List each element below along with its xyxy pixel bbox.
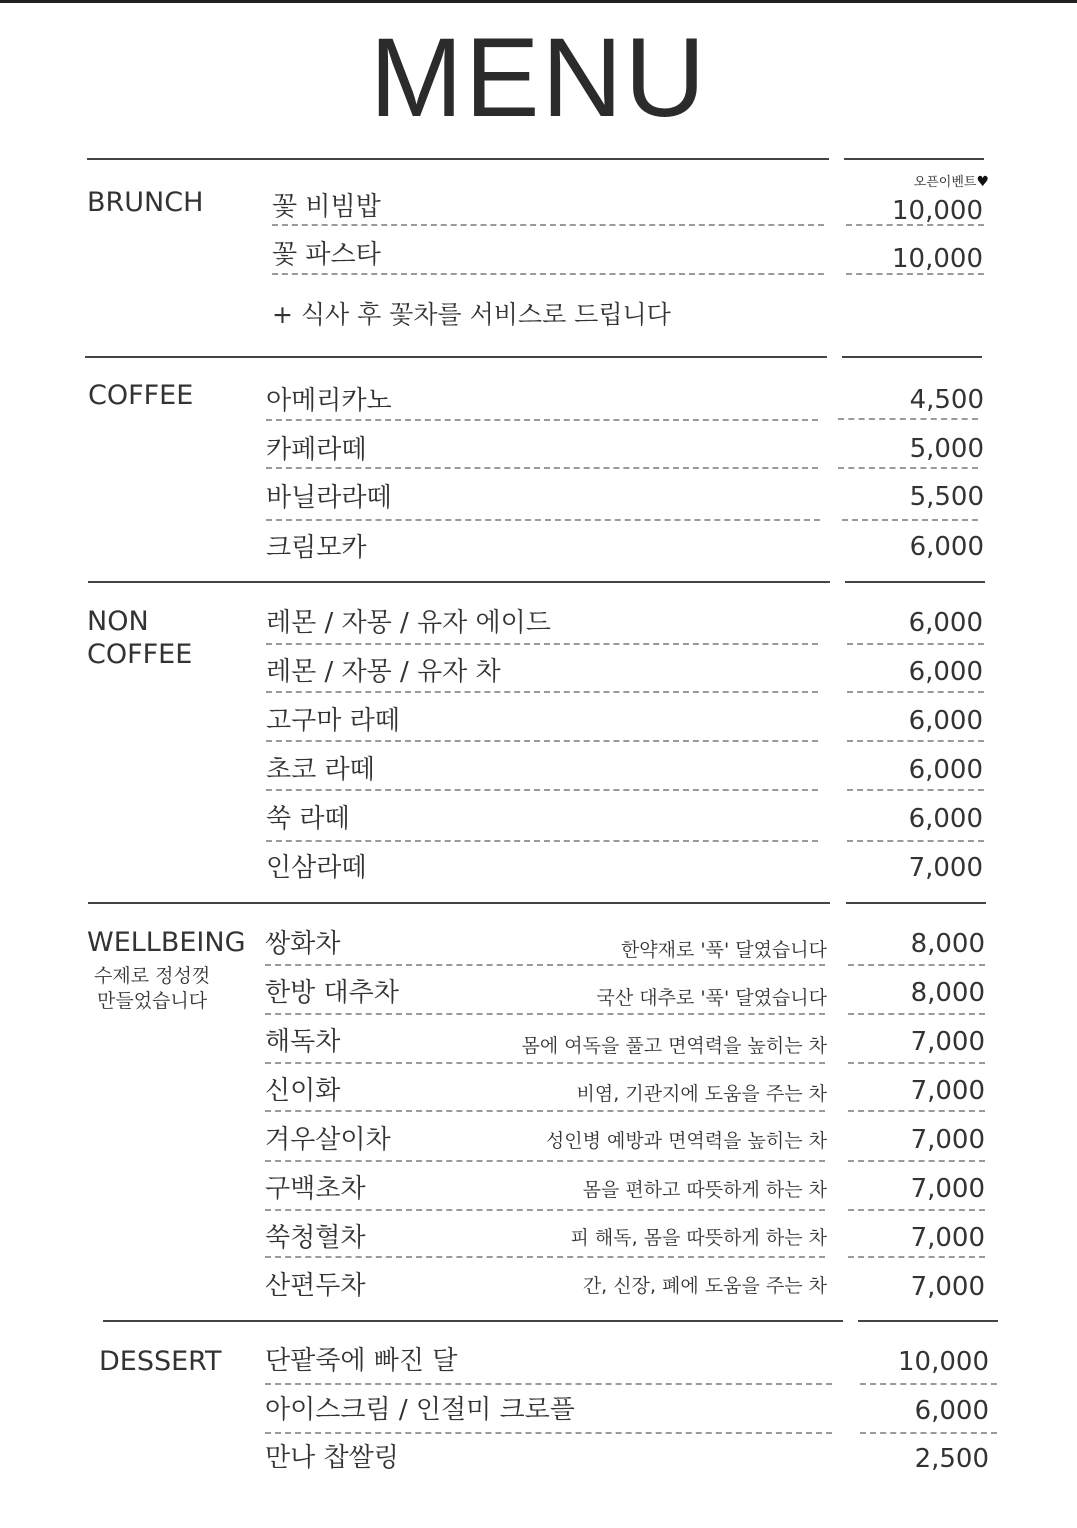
menu-item-name: 아이스크림 / 인절미 크로플 — [265, 1395, 575, 1425]
top-border — [0, 0, 1077, 3]
category-coffee: COFFEE — [88, 380, 194, 411]
menu-item-name: 초코 라떼 — [266, 755, 375, 785]
price-divider — [842, 356, 982, 358]
price-dotted-line — [847, 789, 984, 791]
menu-item-price: 7,000 — [910, 1174, 985, 1204]
menu-item-price: 8,000 — [910, 929, 985, 959]
price-dotted-line — [847, 643, 984, 645]
brunch-service-note: + 식사 후 꽃차를 서비스로 드립니다 — [272, 300, 671, 329]
menu-item-name: 겨우살이차 — [265, 1125, 391, 1155]
menu-item-description: 비염, 기관지에 도움을 주는 차 — [576, 1083, 827, 1105]
menu-item-price: 2,500 — [914, 1444, 989, 1474]
menu-item-description: 국산 대추로 '푹' 달였습니다 — [596, 987, 827, 1009]
item-dotted-line — [266, 840, 818, 842]
item-dotted-line — [266, 519, 820, 521]
category-dessert: DESSERT — [99, 1346, 222, 1377]
price-dotted-line — [847, 740, 984, 742]
category-wellbeing: WELLBEING — [87, 927, 246, 958]
item-dotted-line — [265, 1110, 825, 1112]
menu-item-description: 몸에 여독을 풀고 면역력을 높히는 차 — [521, 1035, 827, 1057]
menu-item-name: 한방 대추차 — [265, 978, 399, 1008]
menu-item-price: 7,000 — [908, 853, 983, 883]
price-divider — [858, 1320, 998, 1322]
menu-item-price: 4,500 — [909, 385, 984, 415]
item-dotted-line — [265, 1160, 825, 1162]
price-dotted-line — [846, 273, 984, 275]
menu-item-price: 7,000 — [910, 1223, 985, 1253]
menu-item-price: 6,000 — [908, 804, 983, 834]
menu-item-name: 구백초차 — [265, 1174, 366, 1204]
section-divider — [103, 1320, 843, 1322]
price-dotted-line — [848, 1013, 985, 1015]
menu-item-price: 5,000 — [909, 434, 984, 464]
item-dotted-line — [266, 419, 818, 421]
section-divider — [88, 902, 830, 904]
item-dotted-line — [266, 691, 818, 693]
category-non-coffee-line2: COFFEE — [87, 639, 193, 670]
menu-item-name: 쑥 라떼 — [266, 804, 350, 834]
price-dotted-line — [847, 691, 984, 693]
item-dotted-line — [266, 643, 818, 645]
item-dotted-line — [265, 964, 825, 966]
item-dotted-line — [265, 1432, 832, 1434]
item-dotted-line — [266, 740, 818, 742]
item-dotted-line — [265, 1013, 825, 1015]
wellbeing-subtitle-line1: 수제로 정성껏 — [94, 965, 211, 987]
menu-item-name: 바닐라라떼 — [266, 483, 392, 513]
menu-item-name: 레몬 / 자몽 / 유자 에이드 — [266, 608, 551, 638]
menu-item-price: 7,000 — [910, 1272, 985, 1302]
menu-item-price: 6,000 — [914, 1396, 989, 1426]
price-dotted-line — [847, 840, 984, 842]
menu-item-name: 신이화 — [265, 1076, 341, 1106]
menu-item-description: 피 해독, 몸을 따뜻하게 하는 차 — [570, 1227, 827, 1249]
heart-icon: ♥ — [976, 174, 989, 190]
item-dotted-line — [272, 273, 824, 275]
menu-item-name: 만나 찹쌀링 — [265, 1443, 399, 1473]
price-dotted-line — [860, 1432, 997, 1434]
menu-item-price: 6,000 — [908, 706, 983, 736]
menu-item-name: 아메리카노 — [266, 386, 392, 416]
section-divider — [87, 158, 829, 160]
menu-item-price: 7,000 — [910, 1125, 985, 1155]
menu-item-price: 10,000 — [892, 196, 983, 226]
menu-item-price: 7,000 — [910, 1076, 985, 1106]
menu-item-price: 6,000 — [908, 608, 983, 638]
item-dotted-line — [266, 467, 818, 469]
menu-item-description: 한약재로 '푹' 달였습니다 — [620, 939, 827, 961]
price-dotted-line — [848, 1160, 985, 1162]
price-divider — [846, 902, 986, 904]
price-dotted-line — [838, 418, 978, 420]
section-divider — [85, 356, 827, 358]
menu-item-price: 6,000 — [909, 532, 984, 562]
menu-item-name: 쌍화차 — [265, 929, 341, 959]
menu-item-name: 꽃 비빔밥 — [272, 192, 381, 222]
menu-item-name: 단팥죽에 빠진 달 — [265, 1346, 458, 1376]
price-dotted-line — [848, 1110, 985, 1112]
menu-item-description: 성인병 예방과 면역력을 높히는 차 — [545, 1130, 827, 1152]
price-divider — [845, 581, 985, 583]
menu-item-name: 고구마 라떼 — [266, 706, 400, 736]
price-dotted-line — [848, 964, 985, 966]
item-dotted-line — [265, 1062, 825, 1064]
price-dotted-line — [860, 1383, 997, 1385]
menu-item-price: 8,000 — [910, 978, 985, 1008]
menu-item-price: 6,000 — [908, 755, 983, 785]
menu-item-name: 해독차 — [265, 1027, 341, 1057]
item-dotted-line — [265, 1256, 825, 1258]
item-dotted-line — [272, 224, 824, 226]
price-dotted-line — [848, 1256, 985, 1258]
price-dotted-line — [838, 467, 978, 469]
section-divider — [88, 581, 830, 583]
menu-item-name: 꽃 파스타 — [272, 240, 381, 270]
menu-item-name: 쑥청혈차 — [265, 1223, 366, 1253]
menu-item-name: 카페라떼 — [266, 435, 367, 465]
event-badge-label: 오픈이벤트 — [913, 175, 977, 190]
wellbeing-subtitle-line2: 만들었습니다 — [97, 990, 208, 1012]
menu-item-price: 7,000 — [910, 1027, 985, 1057]
menu-item-description: 간, 신장, 폐에 도움을 주는 차 — [582, 1275, 827, 1297]
category-brunch: BRUNCH — [87, 187, 204, 218]
menu-item-description: 몸을 편하고 따뜻하게 하는 차 — [582, 1179, 827, 1201]
menu-item-price: 6,000 — [908, 657, 983, 687]
price-dotted-line — [846, 224, 984, 226]
item-dotted-line — [266, 789, 818, 791]
menu-title: MENU — [369, 15, 708, 140]
item-dotted-line — [265, 1383, 832, 1385]
menu-item-name: 산편두차 — [265, 1271, 366, 1301]
price-dotted-line — [848, 1062, 985, 1064]
menu-item-name: 크림모카 — [266, 533, 367, 563]
category-non-coffee-line1: NON — [87, 606, 149, 637]
price-divider — [844, 158, 984, 160]
price-dotted-line — [842, 519, 978, 521]
menu-item-name: 인삼라떼 — [266, 853, 367, 883]
item-dotted-line — [265, 1209, 825, 1211]
event-badge — [914, 174, 989, 191]
menu-item-price: 5,500 — [909, 482, 984, 512]
menu-item-name: 레몬 / 자몽 / 유자 차 — [266, 657, 501, 687]
menu-item-price: 10,000 — [892, 244, 983, 274]
menu-item-price: 10,000 — [898, 1347, 989, 1377]
price-dotted-line — [848, 1209, 985, 1211]
